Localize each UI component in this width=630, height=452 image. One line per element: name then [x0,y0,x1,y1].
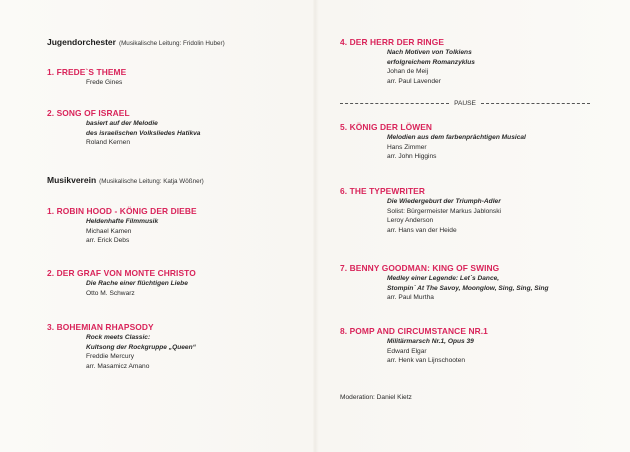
divider-line [340,103,449,104]
moderation-credit: Moderation: Daniel Kietz [340,394,412,401]
entry-line: Melodien aus dem farbenprächtigen Musical [387,134,526,141]
program-entry [47,206,327,246]
program-entry [340,326,620,366]
entry-title: 6. THE TYPEWRITER [340,186,425,196]
entry-line: Otto M. Schwarz [86,289,135,297]
entry-title: 8. POMP AND CIRCUMSTANCE NR.1 [340,326,488,336]
entry-line: Hans Zimmer [387,143,427,151]
entry-line: Johan de Meij [387,68,429,76]
entry-line: Die Rache einer flüchtigen Liebe [86,280,188,287]
entry-line: Die Wiedergeburt der Triumph-Adler [387,198,501,205]
section-heading-musikverein [47,175,204,185]
pause-label: PAUSE [454,100,476,107]
entry-line: erfolgreichem Romanzyklus [387,58,475,66]
entry-line: Solist: Bürgermeister Markus Jablonski [387,207,501,215]
entry-title: 5. KÖNIG DER LÖWEN [340,122,433,132]
section-heading-jugendorchester [47,37,225,47]
entry-line: arr. Henk van Lijnschooten [387,357,466,365]
entry-title: 1. ROBIN HOOD - KÖNIG DER DIEBE [47,206,197,216]
entry-line: Leroy Anderson [387,217,434,225]
program-entry [47,108,327,148]
section-heading-text: Jugendorchester [47,37,116,47]
entry-line: arr. Masamicz Amano [86,362,150,370]
entry-line: arr. Erick Debs [86,237,130,245]
program-entry [47,268,327,298]
program-entry [47,67,327,88]
entry-title: 2. DER GRAF VON MONTE CHRISTO [47,268,196,278]
entry-line: des israelischen Volksliedes Hatikva [86,129,201,137]
entry-title: 4. DER HERR DER RINGE [340,37,445,47]
entry-title: 3. BOHEMIAN RHAPSODY [47,322,154,332]
entry-title: 1. FREDE`S THEME [47,67,127,77]
divider-line [481,103,590,104]
entry-title: 2. SONG OF ISRAEL [47,108,130,118]
program-entry [340,263,620,303]
entry-line: arr. Hans van der Heide [387,226,457,234]
entry-title: 7. BENNY GOODMAN: KING OF SWING [340,263,500,273]
entry-line: basiert auf der Melodie [86,120,158,127]
program-entry [340,122,620,162]
section-heading-text: Musikverein [47,175,97,185]
entry-line: arr. Paul Lavender [387,77,441,85]
section-heading-note: (Musikalische Leitung: Fridolin Huber) [118,40,225,47]
entry-line: Heldenhafte Filmmusik [86,218,159,225]
entry-line: Medley einer Legende: Let`s Dance, [387,275,500,282]
section-heading-note: (Musikalische Leitung: Katja Wößner) [99,178,204,185]
entry-line: Freddie Mercury [86,353,135,361]
pause-divider [340,100,590,107]
entry-line: Stompin` At The Savoy, Moonglow, Sing, Sing, Sing [387,284,549,292]
entry-line: Frede Gines [86,79,123,86]
entry-line: Nach Motiven von Tolkiens [387,49,472,56]
entry-line: Kultsong der Rockgruppe „Queen“ [86,343,196,351]
program-entry [340,37,620,86]
entry-line: Roland Kernen [86,139,130,147]
entry-line: arr. Paul Murtha [387,294,434,302]
program-entry [340,186,620,235]
entry-line: Militärmarsch Nr.1, Opus 39 [387,338,474,345]
entry-line: arr. John Higgins [387,153,437,161]
entry-line: Rock meets Classic: [86,334,151,341]
program-entry [47,322,327,371]
entry-line: Edward Elgar [387,347,427,355]
entry-line: Michael Kamen [86,227,132,235]
